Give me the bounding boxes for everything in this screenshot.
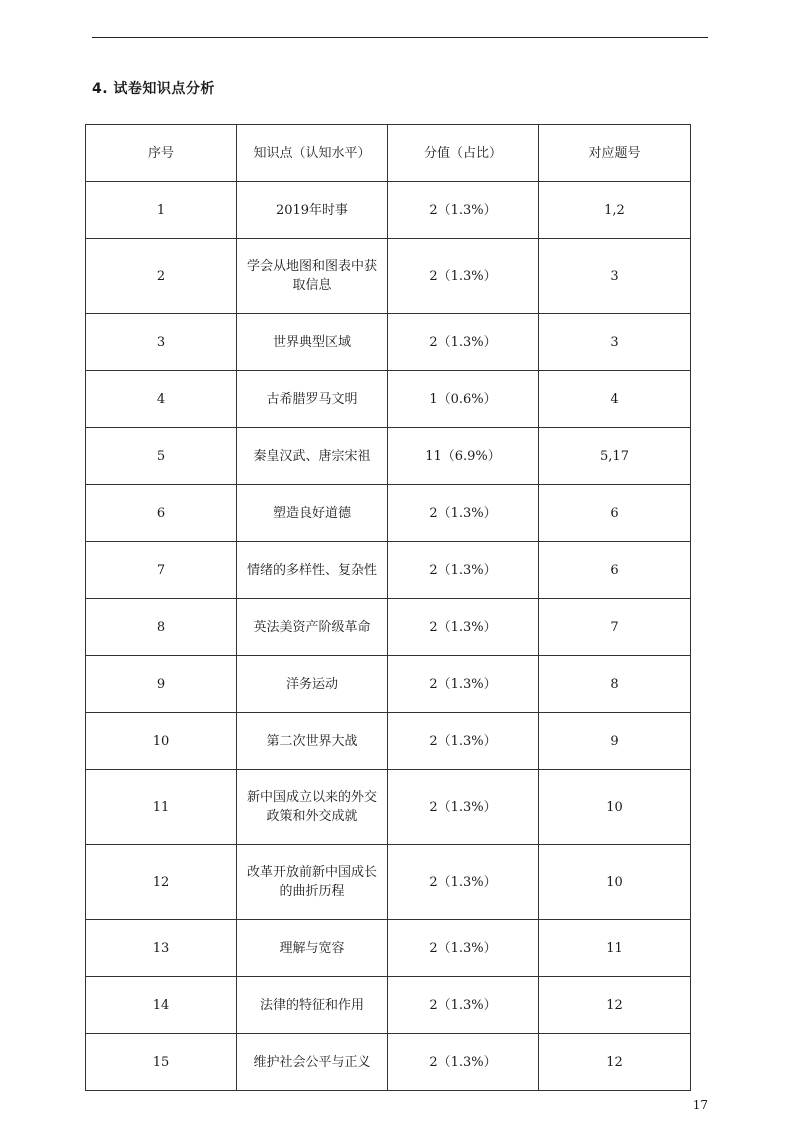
section-title: 4. 试卷知识点分析 (92, 81, 215, 97)
cell-no: 9 (86, 656, 237, 713)
cell-no: 15 (86, 1034, 237, 1091)
cell-topic: 2019年时事 (237, 182, 388, 239)
cell-score: 1（0.6%） (388, 371, 539, 428)
table-row (86, 1034, 691, 1091)
cell-no: 10 (86, 713, 237, 770)
header-rule (92, 37, 708, 38)
cell-topic: 古希腊罗马文明 (237, 371, 388, 428)
cell-questions: 10 (539, 845, 691, 920)
cell-score: 2（1.3%） (388, 239, 539, 314)
cell-no: 2 (86, 239, 237, 314)
cell-questions: 12 (539, 1034, 691, 1091)
cell-no: 14 (86, 977, 237, 1034)
cell-no: 8 (86, 599, 237, 656)
table-row (86, 920, 691, 977)
cell-topic: 学会从地图和图表中获取信息 (237, 239, 388, 314)
cell-questions: 5,17 (539, 428, 691, 485)
cell-topic: 维护社会公平与正义 (237, 1034, 388, 1091)
cell-topic: 情绪的多样性、复杂性 (237, 542, 388, 599)
table-row (86, 485, 691, 542)
cell-questions: 1,2 (539, 182, 691, 239)
cell-topic: 世界典型区域 (237, 314, 388, 371)
table-row (86, 770, 691, 845)
cell-questions: 3 (539, 314, 691, 371)
cell-questions: 12 (539, 977, 691, 1034)
table-row (86, 371, 691, 428)
table-row (86, 713, 691, 770)
cell-questions: 6 (539, 542, 691, 599)
cell-topic: 理解与宽容 (237, 920, 388, 977)
cell-questions: 4 (539, 371, 691, 428)
table-row (86, 542, 691, 599)
cell-no: 6 (86, 485, 237, 542)
table-row (86, 977, 691, 1034)
cell-topic: 第二次世界大战 (237, 713, 388, 770)
cell-topic: 洋务运动 (237, 656, 388, 713)
cell-no: 11 (86, 770, 237, 845)
column-header-score: 分值（占比） (388, 125, 539, 182)
cell-no: 7 (86, 542, 237, 599)
table-row (86, 845, 691, 920)
cell-no: 3 (86, 314, 237, 371)
cell-no: 4 (86, 371, 237, 428)
cell-questions: 3 (539, 239, 691, 314)
table-row (86, 656, 691, 713)
cell-questions: 10 (539, 770, 691, 845)
cell-score: 2（1.3%） (388, 920, 539, 977)
table-row (86, 182, 691, 239)
cell-score: 2（1.3%） (388, 314, 539, 371)
knowledge-point-table (85, 124, 691, 1091)
cell-no: 12 (86, 845, 237, 920)
cell-questions: 8 (539, 656, 691, 713)
cell-score: 11（6.9%） (388, 428, 539, 485)
table-row (86, 314, 691, 371)
cell-questions: 6 (539, 485, 691, 542)
cell-topic: 塑造良好道德 (237, 485, 388, 542)
cell-score: 2（1.3%） (388, 542, 539, 599)
cell-topic: 法律的特征和作用 (237, 977, 388, 1034)
cell-no: 13 (86, 920, 237, 977)
cell-no: 1 (86, 182, 237, 239)
page-number: 17 (692, 1098, 708, 1112)
column-header-topic: 知识点（认知水平） (237, 125, 388, 182)
cell-score: 2（1.3%） (388, 977, 539, 1034)
cell-topic: 改革开放前新中国成长的曲折历程 (237, 845, 388, 920)
cell-score: 2（1.3%） (388, 713, 539, 770)
cell-score: 2（1.3%） (388, 845, 539, 920)
cell-questions: 11 (539, 920, 691, 977)
table-body (86, 182, 691, 1091)
column-header-no: 序号 (86, 125, 237, 182)
cell-topic: 新中国成立以来的外交政策和外交成就 (237, 770, 388, 845)
cell-topic: 英法美资产阶级革命 (237, 599, 388, 656)
cell-score: 2（1.3%） (388, 182, 539, 239)
cell-score: 2（1.3%） (388, 599, 539, 656)
cell-questions: 9 (539, 713, 691, 770)
table-row (86, 428, 691, 485)
table-row (86, 599, 691, 656)
cell-no: 5 (86, 428, 237, 485)
table-row (86, 239, 691, 314)
cell-score: 2（1.3%） (388, 656, 539, 713)
cell-topic: 秦皇汉武、唐宗宋祖 (237, 428, 388, 485)
table-header-row (86, 125, 691, 182)
cell-score: 2（1.3%） (388, 770, 539, 845)
column-header-questions: 对应题号 (539, 125, 691, 182)
cell-score: 2（1.3%） (388, 485, 539, 542)
cell-score: 2（1.3%） (388, 1034, 539, 1091)
cell-questions: 7 (539, 599, 691, 656)
